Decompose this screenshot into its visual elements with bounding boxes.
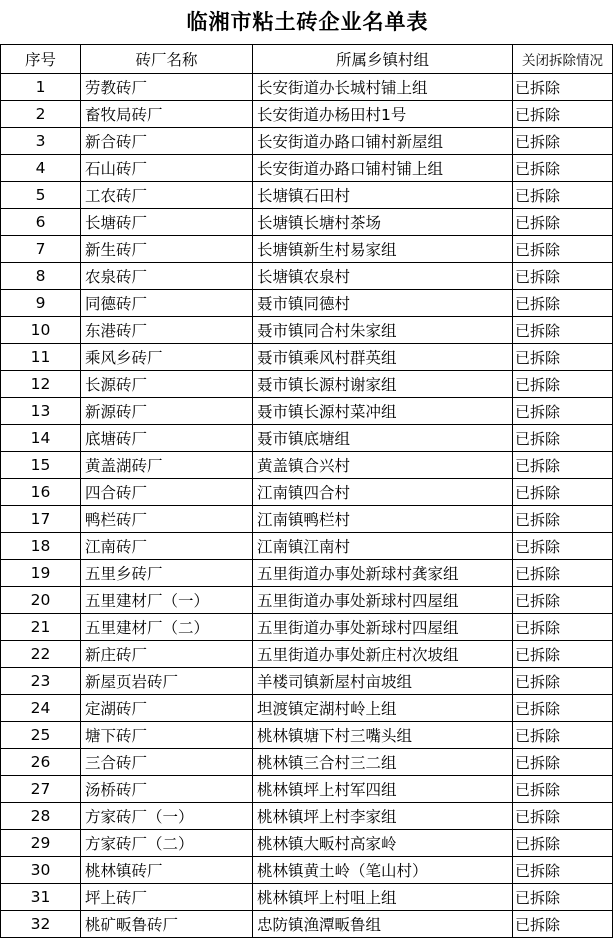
row-factory-name: 劳教砖厂 [81, 74, 253, 101]
table-row [1, 911, 613, 938]
row-status: 已拆除 [513, 74, 613, 101]
table-row [1, 614, 613, 641]
table-row [1, 776, 613, 803]
row-factory-name: 黄盖湖砖厂 [81, 452, 253, 479]
table-row [1, 587, 613, 614]
table-row [1, 560, 613, 587]
row-location: 五里街道办事处新球村四屋组 [253, 614, 513, 641]
row-status: 已拆除 [513, 263, 613, 290]
row-serial-number: 21 [1, 614, 81, 641]
table-header-row [1, 45, 613, 74]
row-serial-number: 29 [1, 830, 81, 857]
row-status: 已拆除 [513, 317, 613, 344]
table-row [1, 263, 613, 290]
table-row [1, 695, 613, 722]
table-row [1, 425, 613, 452]
row-factory-name: 长源砖厂 [81, 371, 253, 398]
row-status: 已拆除 [513, 155, 613, 182]
row-serial-number: 15 [1, 452, 81, 479]
table-body [1, 74, 613, 938]
row-location: 黄盖镇合兴村 [253, 452, 513, 479]
table-row [1, 101, 613, 128]
row-serial-number: 20 [1, 587, 81, 614]
row-factory-name: 底塘砖厂 [81, 425, 253, 452]
row-serial-number: 2 [1, 101, 81, 128]
row-factory-name: 东港砖厂 [81, 317, 253, 344]
row-location: 五里街道办事处新球村龚家组 [253, 560, 513, 587]
row-location: 江南镇四合村 [253, 479, 513, 506]
row-location: 聂市镇长源村菜冲组 [253, 398, 513, 425]
row-status: 已拆除 [513, 749, 613, 776]
row-factory-name: 乘风乡砖厂 [81, 344, 253, 371]
row-status: 已拆除 [513, 452, 613, 479]
row-status: 已拆除 [513, 830, 613, 857]
row-location: 五里街道办事处新庄村次坡组 [253, 641, 513, 668]
row-location: 桃林镇坪上村李家组 [253, 803, 513, 830]
row-factory-name: 新合砖厂 [81, 128, 253, 155]
row-factory-name: 新源砖厂 [81, 398, 253, 425]
row-location: 江南镇鸭栏村 [253, 506, 513, 533]
row-serial-number: 25 [1, 722, 81, 749]
row-location: 忠防镇渔潭畈鲁组 [253, 911, 513, 938]
row-factory-name: 鸭栏砖厂 [81, 506, 253, 533]
table-row [1, 884, 613, 911]
row-factory-name: 长塘砖厂 [81, 209, 253, 236]
row-factory-name: 坪上砖厂 [81, 884, 253, 911]
row-location: 长安街道办路口铺村新屋组 [253, 128, 513, 155]
table-row [1, 452, 613, 479]
row-status: 已拆除 [513, 911, 613, 938]
row-factory-name: 桃林镇砖厂 [81, 857, 253, 884]
table-row [1, 155, 613, 182]
table-row [1, 74, 613, 101]
row-serial-number: 30 [1, 857, 81, 884]
row-location: 桃林镇坪上村军四组 [253, 776, 513, 803]
header-status: 关闭拆除情况 [513, 45, 613, 74]
row-factory-name: 江南砖厂 [81, 533, 253, 560]
row-serial-number: 6 [1, 209, 81, 236]
row-location: 长塘镇农泉村 [253, 263, 513, 290]
table-row [1, 182, 613, 209]
row-status: 已拆除 [513, 371, 613, 398]
table-row [1, 344, 613, 371]
row-factory-name: 三合砖厂 [81, 749, 253, 776]
row-status: 已拆除 [513, 614, 613, 641]
row-serial-number: 18 [1, 533, 81, 560]
row-factory-name: 农泉砖厂 [81, 263, 253, 290]
row-location: 长安街道办杨田村1号 [253, 101, 513, 128]
row-serial-number: 19 [1, 560, 81, 587]
row-serial-number: 10 [1, 317, 81, 344]
table-row [1, 236, 613, 263]
table-row [1, 209, 613, 236]
page-title: 临湘市粘土砖企业名单表 [186, 9, 429, 34]
row-serial-number: 3 [1, 128, 81, 155]
header-factory-name: 砖厂名称 [81, 45, 253, 74]
row-status: 已拆除 [513, 641, 613, 668]
row-serial-number: 14 [1, 425, 81, 452]
row-serial-number: 5 [1, 182, 81, 209]
row-serial-number: 28 [1, 803, 81, 830]
row-serial-number: 13 [1, 398, 81, 425]
row-status: 已拆除 [513, 722, 613, 749]
row-serial-number: 7 [1, 236, 81, 263]
table-row [1, 803, 613, 830]
row-status: 已拆除 [513, 506, 613, 533]
row-factory-name: 新庄砖厂 [81, 641, 253, 668]
row-factory-name: 新屋页岩砖厂 [81, 668, 253, 695]
row-status: 已拆除 [513, 857, 613, 884]
row-status: 已拆除 [513, 425, 613, 452]
row-status: 已拆除 [513, 182, 613, 209]
row-location: 长安街道办长城村铺上组 [253, 74, 513, 101]
header-location: 所属乡镇村组 [253, 45, 513, 74]
row-status: 已拆除 [513, 533, 613, 560]
row-location: 桃林镇黄土岭（笔山村） [253, 857, 513, 884]
row-serial-number: 23 [1, 668, 81, 695]
row-status: 已拆除 [513, 668, 613, 695]
row-location: 长塘镇长塘村茶场 [253, 209, 513, 236]
row-serial-number: 31 [1, 884, 81, 911]
row-location: 桃林镇坪上村咀上组 [253, 884, 513, 911]
row-serial-number: 26 [1, 749, 81, 776]
row-status: 已拆除 [513, 128, 613, 155]
row-serial-number: 22 [1, 641, 81, 668]
table-row [1, 128, 613, 155]
row-factory-name: 方家砖厂（一） [81, 803, 253, 830]
row-serial-number: 9 [1, 290, 81, 317]
row-status: 已拆除 [513, 236, 613, 263]
row-factory-name: 工农砖厂 [81, 182, 253, 209]
enterprise-table [0, 44, 613, 938]
row-factory-name: 同德砖厂 [81, 290, 253, 317]
row-status: 已拆除 [513, 290, 613, 317]
row-factory-name: 五里乡砖厂 [81, 560, 253, 587]
row-serial-number: 27 [1, 776, 81, 803]
row-factory-name: 汤桥砖厂 [81, 776, 253, 803]
row-serial-number: 8 [1, 263, 81, 290]
table-row [1, 398, 613, 425]
row-location: 聂市镇长源村谢家组 [253, 371, 513, 398]
table-row [1, 668, 613, 695]
table-row [1, 830, 613, 857]
row-factory-name: 四合砖厂 [81, 479, 253, 506]
row-location: 桃林镇大畈村高家岭 [253, 830, 513, 857]
row-location: 长塘镇石田村 [253, 182, 513, 209]
row-status: 已拆除 [513, 479, 613, 506]
table-row [1, 371, 613, 398]
row-factory-name: 新生砖厂 [81, 236, 253, 263]
row-serial-number: 12 [1, 371, 81, 398]
row-status: 已拆除 [513, 587, 613, 614]
row-serial-number: 4 [1, 155, 81, 182]
row-factory-name: 桃矿畈鲁砖厂 [81, 911, 253, 938]
row-location: 桃林镇三合村三二组 [253, 749, 513, 776]
row-location: 聂市镇同德村 [253, 290, 513, 317]
row-location: 坦渡镇定湖村岭上组 [253, 695, 513, 722]
row-status: 已拆除 [513, 884, 613, 911]
row-serial-number: 1 [1, 74, 81, 101]
row-status: 已拆除 [513, 776, 613, 803]
row-factory-name: 方家砖厂（二） [81, 830, 253, 857]
row-serial-number: 32 [1, 911, 81, 938]
table-row [1, 290, 613, 317]
row-status: 已拆除 [513, 695, 613, 722]
table-row [1, 722, 613, 749]
row-serial-number: 11 [1, 344, 81, 371]
row-location: 长安街道办路口铺村铺上组 [253, 155, 513, 182]
row-factory-name: 定湖砖厂 [81, 695, 253, 722]
row-location: 羊楼司镇新屋村亩坡组 [253, 668, 513, 695]
table-row [1, 641, 613, 668]
row-serial-number: 24 [1, 695, 81, 722]
row-status: 已拆除 [513, 344, 613, 371]
row-factory-name: 塘下砖厂 [81, 722, 253, 749]
table-row [1, 533, 613, 560]
row-location: 江南镇江南村 [253, 533, 513, 560]
row-factory-name: 石山砖厂 [81, 155, 253, 182]
row-factory-name: 五里建材厂（二） [81, 614, 253, 641]
row-serial-number: 16 [1, 479, 81, 506]
row-status: 已拆除 [513, 560, 613, 587]
row-location: 聂市镇同合村朱家组 [253, 317, 513, 344]
row-location: 聂市镇底塘组 [253, 425, 513, 452]
row-status: 已拆除 [513, 209, 613, 236]
row-serial-number: 17 [1, 506, 81, 533]
table-row [1, 857, 613, 884]
row-location: 桃林镇塘下村三嘴头组 [253, 722, 513, 749]
row-location: 五里街道办事处新球村四屋组 [253, 587, 513, 614]
header-serial-number: 序号 [1, 45, 81, 74]
row-factory-name: 畜牧局砖厂 [81, 101, 253, 128]
row-status: 已拆除 [513, 398, 613, 425]
table-row [1, 506, 613, 533]
row-status: 已拆除 [513, 803, 613, 830]
table-row [1, 749, 613, 776]
row-status: 已拆除 [513, 101, 613, 128]
table-row [1, 317, 613, 344]
table-row [1, 479, 613, 506]
row-factory-name: 五里建材厂（一） [81, 587, 253, 614]
row-location: 长塘镇新生村易家组 [253, 236, 513, 263]
row-location: 聂市镇乘风村群英组 [253, 344, 513, 371]
